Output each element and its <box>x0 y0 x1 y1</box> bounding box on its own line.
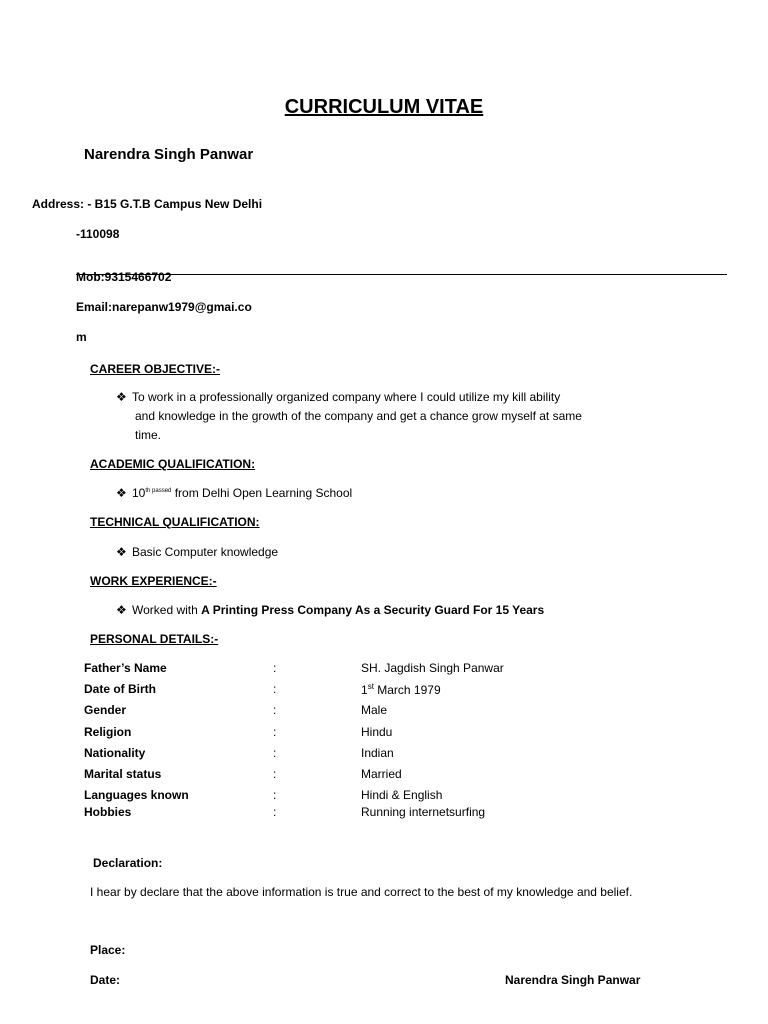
label-hobbies: Hobbies <box>84 805 132 819</box>
page-title: CURRICULUM VITAE <box>284 96 484 118</box>
label-religion: Religion <box>84 725 132 739</box>
applicant-name: Narendra Singh Panwar <box>84 146 254 163</box>
date-label: Date: <box>90 973 121 987</box>
academic-text: from Delhi Open Learning School <box>171 486 353 500</box>
work-item <box>116 603 544 617</box>
dob-superscript: st <box>367 682 374 691</box>
separator: : <box>273 682 277 696</box>
career-objective-item <box>116 390 560 404</box>
personal-heading: PERSONAL DETAILS:- <box>90 632 219 646</box>
declaration-text: I hear by declare that the above information is true and correct to the best of my knowledge and belief. <box>90 885 633 899</box>
address-line-2: -110098 <box>76 227 120 241</box>
horizontal-rule <box>76 274 727 275</box>
value-hobbies: Running internetsurfing <box>361 805 486 819</box>
career-line-1: To work in a professionally organized company where I could utilize my kill ability <box>132 390 561 404</box>
value-languages-known: Hindi & English <box>361 788 443 802</box>
academic-superscript: th passed <box>145 488 172 494</box>
label-languages-known: Languages known <box>84 788 189 802</box>
separator: : <box>273 703 277 717</box>
separator: : <box>273 788 277 802</box>
diamond-bullet-icon: ❖ <box>116 486 127 500</box>
dob-day: 1 <box>361 683 368 697</box>
value-nationality: Indian <box>361 746 394 760</box>
work-prefix: Worked with <box>132 603 202 617</box>
dob-month-year: March 1979 <box>373 683 441 697</box>
career-objective-heading: CAREER OBJECTIVE:- <box>90 362 221 376</box>
diamond-bullet-icon: ❖ <box>116 545 127 559</box>
value-marital-status: Married <box>361 767 402 781</box>
separator: : <box>273 767 277 781</box>
technical-item <box>116 545 278 559</box>
separator: : <box>273 746 277 760</box>
address-line-1: Address: - B15 G.T.B Campus New Delhi <box>32 197 263 211</box>
value-gender: Male <box>361 703 388 717</box>
value-fathers-name: SH. Jagdish Singh Panwar <box>361 661 504 675</box>
separator: : <box>273 661 277 675</box>
diamond-bullet-icon: ❖ <box>116 603 127 617</box>
value-religion: Hindu <box>361 725 393 739</box>
value-date-of-birth <box>361 682 441 697</box>
academic-prefix: 10 <box>132 486 146 500</box>
technical-text: Basic Computer knowledge <box>132 545 279 559</box>
label-gender: Gender <box>84 703 127 717</box>
work-text: A Printing Press Company As a Security Guard For 15 Years <box>201 603 545 617</box>
diamond-bullet-icon: ❖ <box>116 390 127 404</box>
label-nationality: Nationality <box>84 746 146 760</box>
career-line-3: time. <box>135 428 162 442</box>
label-marital-status: Marital status <box>84 767 162 781</box>
academic-heading: ACADEMIC QUALIFICATION: <box>90 457 256 471</box>
declaration-heading: Declaration: <box>93 856 163 870</box>
label-fathers-name: Father’s Name <box>84 661 167 675</box>
career-line-2: and knowledge in the growth of the company and get a chance grow myself at same <box>135 409 582 423</box>
label-date-of-birth: Date of Birth <box>84 682 156 696</box>
academic-item <box>116 486 352 500</box>
mobile-number: Mob:9315466702 <box>76 270 172 284</box>
separator: : <box>273 725 277 739</box>
signature-name: Narendra Singh Panwar <box>505 973 641 987</box>
email-line-2: m <box>76 330 87 344</box>
place-label: Place: <box>90 943 126 957</box>
work-heading: WORK EXPERIENCE:- <box>90 574 217 588</box>
separator: : <box>273 805 277 819</box>
technical-heading: TECHNICAL QUALIFICATION: <box>90 515 260 529</box>
email-line-1: Email:narepanw1979@gmai.co <box>76 300 252 314</box>
